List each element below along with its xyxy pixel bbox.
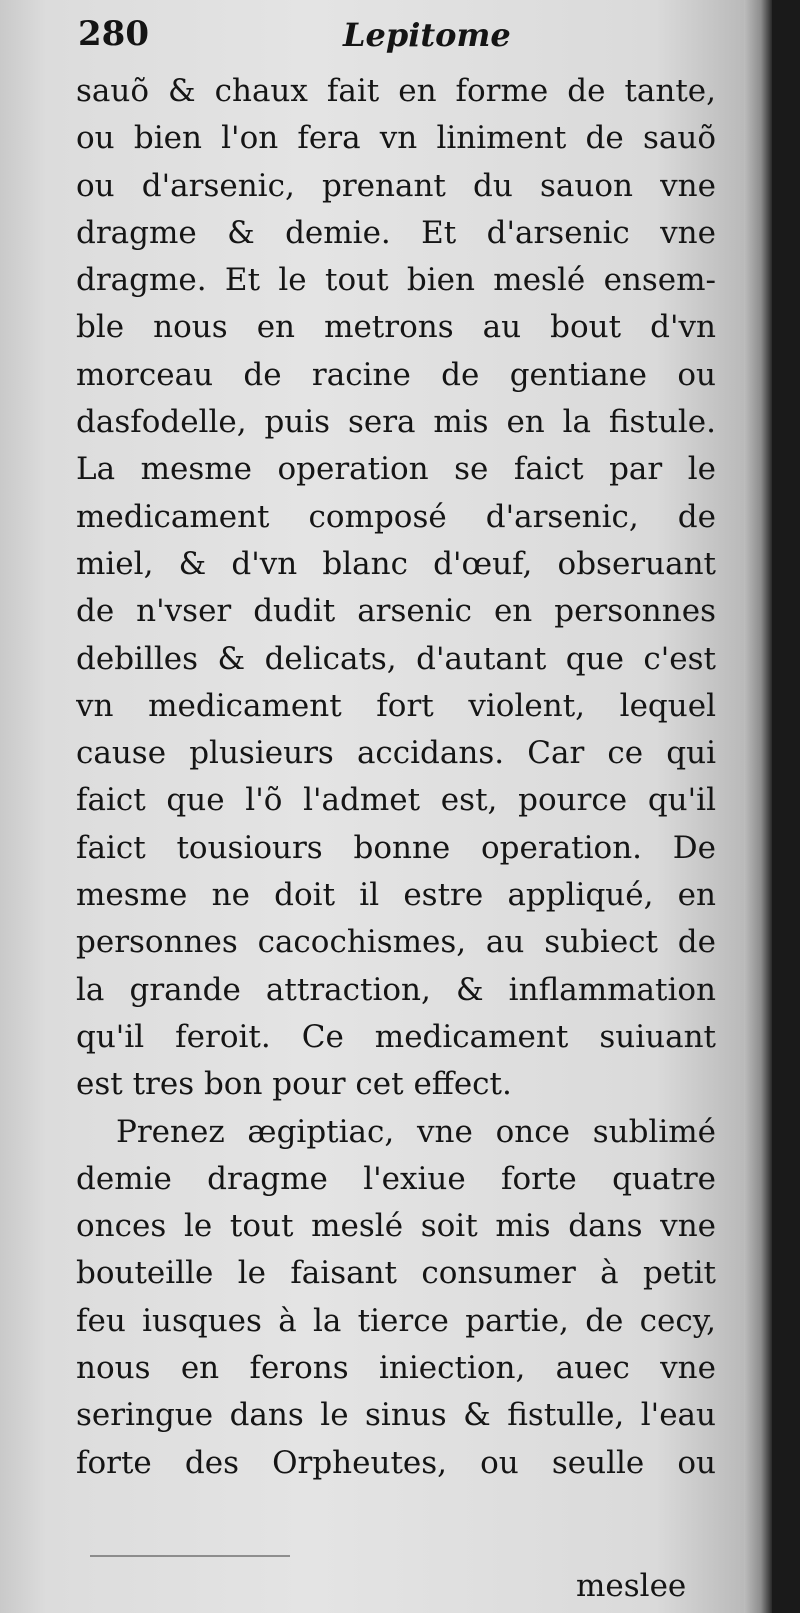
- page-edge-shadow: [744, 0, 772, 1613]
- text-line: onces le tout meslé soit mis dans vne: [76, 1208, 716, 1245]
- text-line: faict que l'õ l'admet est, pource qu'il: [76, 782, 716, 819]
- text-line: medicament composé d'arsenic, de: [76, 498, 716, 535]
- text-line: bouteille le faisant consumer à petit: [76, 1255, 716, 1292]
- text-line: debilles & delicats, d'autant que c'est: [76, 640, 716, 677]
- text-line: mesme ne doit il estre appliqué, en: [76, 877, 716, 914]
- text-line: nous en ferons iniection, auec vne: [76, 1350, 716, 1387]
- text-line: seringue dans le sinus & fistulle, l'eau: [76, 1397, 716, 1434]
- paragraph-start-line: Prenez ægiptiac, vne once sublimé: [116, 1113, 716, 1150]
- text-line: feu iusques à la tierce partie, de cecy,: [76, 1302, 716, 1339]
- catchword: meslee: [576, 1568, 687, 1604]
- text-line: morceau de racine de gentiane ou: [76, 356, 716, 393]
- text-line: la grande attraction, & inflammation: [76, 971, 716, 1008]
- text-line: qu'il feroit. Ce medicament suiuant: [76, 1018, 716, 1055]
- text-line: faict tousiours bonne operation. De: [76, 829, 716, 866]
- text-line: vn medicament fort violent, lequel: [76, 687, 716, 724]
- text-line: de n'vser dudit arsenic en personnes: [76, 593, 716, 630]
- text-line: forte des Orpheutes, ou seulle ou: [76, 1444, 716, 1481]
- text-line: cause plusieurs accidans. Car ce qui: [76, 735, 716, 772]
- text-line: sauõ & chaux fait en forme de tante,: [76, 73, 716, 109]
- text-line: ou bien l'on fera vn liniment de sauõ: [76, 120, 716, 157]
- running-title: Lepitome: [343, 16, 511, 54]
- text-line: ble nous en metrons au bout d'vn: [76, 309, 716, 346]
- page-header: [78, 14, 698, 62]
- text-line: dasfodelle, puis sera mis en la fistule.: [76, 404, 716, 441]
- body-text: [76, 68, 716, 1487]
- text-line: ou d'arsenic, prenant du sauon vne: [76, 167, 716, 204]
- text-line: La mesme operation se faict par le: [76, 451, 716, 488]
- page-number: 280: [78, 14, 149, 54]
- text-line: personnes cacochismes, au subiect de: [76, 924, 716, 961]
- text-line: miel, & d'vn blanc d'œuf, obseruant: [76, 545, 716, 582]
- paragraph-end-line: est tres bon pour cet effect.: [76, 1066, 512, 1103]
- text-line: dragme. Et le tout bien meslé ensem-: [76, 262, 716, 299]
- underline-mark: [90, 1555, 290, 1557]
- text-line: dragme & demie. Et d'arsenic vne: [76, 214, 716, 251]
- text-line: demie dragme l'exiue forte quatre: [76, 1160, 716, 1197]
